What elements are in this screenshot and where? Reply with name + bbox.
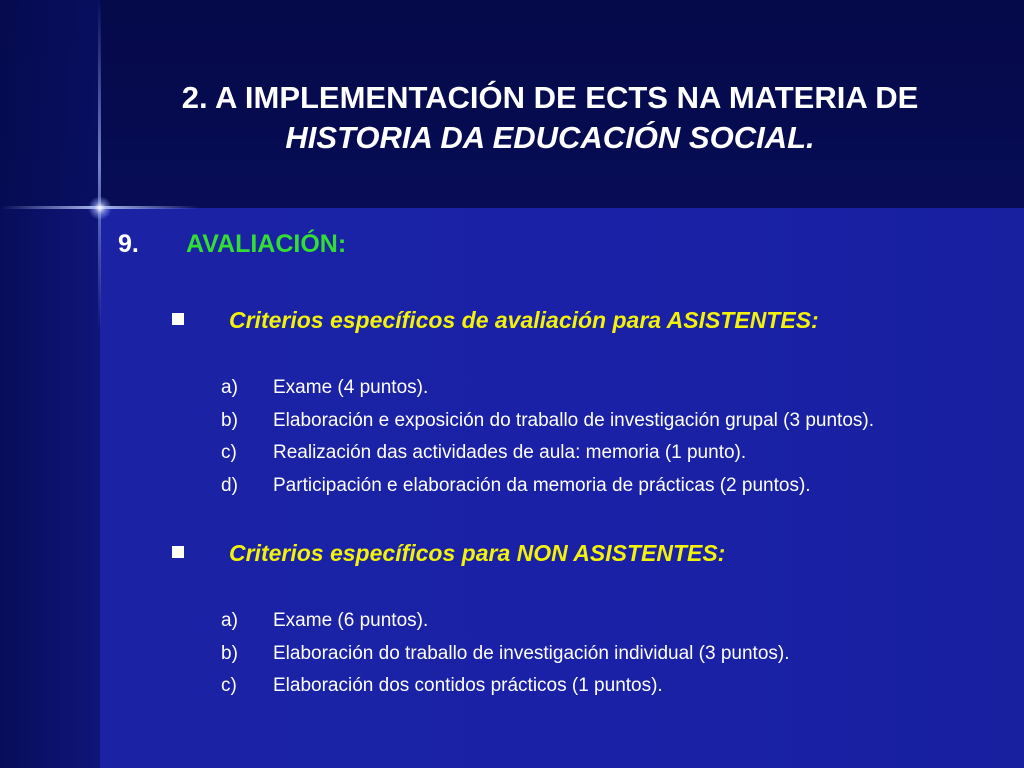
list-item <box>221 437 874 470</box>
list-item-text: Elaboración e exposición do traballo de investigación grupal (3 puntos). <box>273 409 874 431</box>
list-item-label: b) <box>221 642 238 664</box>
list-item-text: Elaboración do traballo de investigación individual (3 puntos). <box>273 642 790 664</box>
slide-title <box>110 78 990 158</box>
criteria-group-asistentes <box>172 307 819 334</box>
criteria-list-asistentes <box>221 372 874 502</box>
list-item <box>221 372 874 405</box>
list-item <box>221 670 790 703</box>
list-item-label: a) <box>221 377 238 398</box>
list-item-label: b) <box>221 409 238 431</box>
list-item-text: Exame (6 puntos). <box>273 610 429 631</box>
criteria-group-title: Criterios específicos de avaliación para ASISTENTES: <box>229 307 819 333</box>
slide-title-line1: 2. A IMPLEMENTACIÓN DE ECTS NA MATERIA DE <box>181 80 919 115</box>
list-item <box>221 470 874 503</box>
section-heading-text: AVALIACIÓN: <box>186 230 347 258</box>
list-item-text: Realización das actividades de aula: memoria (1 punto). <box>273 442 747 463</box>
list-item-label: c) <box>221 675 237 696</box>
section-heading <box>118 230 346 259</box>
list-item-label: c) <box>221 442 237 463</box>
lens-flare-star-icon <box>88 196 112 220</box>
slide-left-strip <box>0 0 100 768</box>
list-item-label: a) <box>221 610 238 631</box>
list-item-text: Exame (4 puntos). <box>273 377 429 398</box>
criteria-group-non-asistentes <box>172 540 725 567</box>
list-item <box>221 605 790 638</box>
list-item-label: d) <box>221 474 238 496</box>
list-item <box>221 405 874 438</box>
list-item <box>221 638 790 671</box>
slide-title-line2: HISTORIA DA EDUCACIÓN SOCIAL. <box>285 120 815 155</box>
square-bullet-icon <box>172 313 184 325</box>
lens-flare-vertical <box>98 0 101 330</box>
section-number: 9. <box>118 230 139 258</box>
square-bullet-icon <box>172 546 184 558</box>
list-item-text: Elaboración dos contidos prácticos (1 puntos). <box>273 675 663 696</box>
list-item-text: Participación e elaboración da memoria de prácticas (2 puntos). <box>273 474 811 496</box>
criteria-list-non-asistentes <box>221 605 790 703</box>
criteria-group-title: Criterios específicos para NON ASISTENTES: <box>229 540 726 566</box>
